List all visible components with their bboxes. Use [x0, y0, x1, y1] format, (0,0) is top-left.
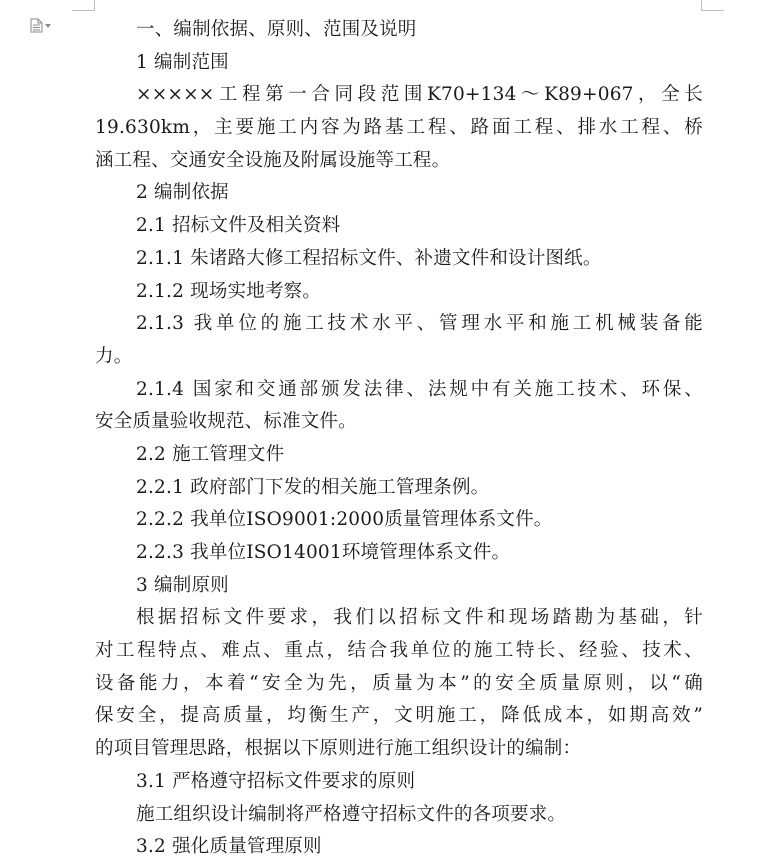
document-line: 保安全，提高质量，均衡生产，文明施工，降低成本，如期高效” [95, 705, 703, 727]
chevron-down-icon [45, 24, 51, 28]
document-body [95, 14, 703, 864]
document-line: 2.2.2 我单位ISO9001:2000质量管理体系文件。 [136, 509, 553, 531]
document-line: 2 编制依据 [136, 182, 229, 204]
document-line: 3.1 严格遵守招标文件要求的原则 [136, 770, 416, 792]
document-line: 19.630km，主要施工内容为路基工程、路面工程、排水工程、桥 [95, 117, 703, 139]
margin-crop-mark-right [701, 0, 724, 11]
document-line: 力。 [95, 345, 133, 367]
document-line: 3 编制原则 [136, 574, 229, 596]
document-line: 对工程特点、难点、重点，结合我单位的施工特长、经验、技术、 [95, 640, 703, 662]
document-line: 1 编制范围 [136, 51, 229, 73]
document-line: 2.2.3 我单位ISO14001环境管理体系文件。 [136, 542, 511, 563]
document-line: 2.1.2 现场实地考察。 [136, 280, 322, 302]
document-line: 安全质量验收规范、标准文件。 [95, 411, 357, 433]
document-icon [30, 18, 43, 33]
document-line: 根据招标文件要求，我们以招标文件和现场踏勘为基础，针 [136, 607, 703, 629]
document-line: 3.2 强化质量管理原则 [136, 836, 322, 858]
document-line: 设备能力，本着“安全为先，质量为本”的安全质量原则，以“确 [95, 672, 703, 694]
document-line: 涵工程、交通安全设施及附属设施等工程。 [95, 149, 451, 171]
document-line: 的项目管理思路，根据以下原则进行施工组织设计的编制： [95, 738, 582, 760]
document-line: 2.1.3 我单位的施工技术水平、管理水平和施工机械装备能 [136, 313, 703, 335]
document-line: 2.1 招标文件及相关资料 [136, 215, 341, 237]
document-line: ×××××工程第一合同段范围K70+134～K89+067，全长 [136, 84, 703, 106]
document-line: 2.2 施工管理文件 [136, 443, 285, 465]
document-line: 2.2.1 政府部门下发的相关施工管理条例。 [136, 476, 490, 498]
document-line: 一、编制依据、原则、范围及说明 [136, 19, 417, 40]
margin-crop-mark-left [72, 0, 95, 11]
document-line: 2.1.4 国家和交通部颁发法律、法规中有关施工技术、环保、 [136, 378, 703, 400]
document-line: 施工组织设计编制将严格遵守招标文件的各项要求。 [136, 803, 567, 825]
document-line: 2.1.1 朱诸路大修工程招标文件、补遗文件和设计图纸。 [136, 247, 602, 269]
paragraph-options-button[interactable] [30, 17, 54, 33]
